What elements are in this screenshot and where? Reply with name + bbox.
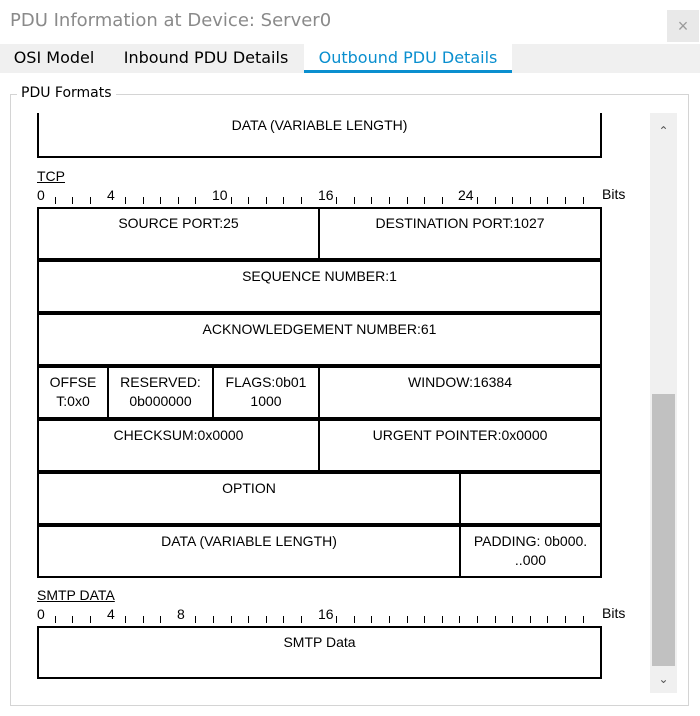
tcp-ruler-tick xyxy=(178,197,179,204)
offset-label-line1: OFFSE xyxy=(49,374,97,390)
window-label: WINDOW:16384 xyxy=(408,374,512,390)
tcp-ruler-tick xyxy=(55,197,56,204)
tcp-ruler-tick xyxy=(354,197,355,204)
smtp-ruler-tick xyxy=(354,616,355,623)
tcp-window-field xyxy=(318,366,602,419)
tcp-ruler-tick xyxy=(530,197,531,204)
smtp-ruler-tick xyxy=(477,616,478,623)
smtp-ruler-tick xyxy=(160,616,161,623)
tcp-ruler-tick xyxy=(565,197,566,204)
tcp-ruler-tick xyxy=(160,197,161,204)
title-bar xyxy=(0,0,700,44)
smtp-data-label: SMTP Data xyxy=(283,634,356,650)
tcp-ruler-num-4: 4 xyxy=(107,187,115,203)
smtp-ruler-tick xyxy=(283,616,284,623)
padding-label-line1: PADDING: 0b000. xyxy=(473,533,588,549)
ack-number-label: ACKNOWLEDGEMENT NUMBER:61 xyxy=(202,321,437,337)
offset-label-line2: T:0x0 xyxy=(56,393,90,409)
smtp-ruler-tick xyxy=(442,616,443,623)
chevron-down-icon: ⌄ xyxy=(658,672,669,686)
tab-outbound-pdu-details[interactable]: Outbound PDU Details xyxy=(304,44,512,73)
prev-data-field xyxy=(37,113,602,158)
smtp-ruler-tick xyxy=(371,616,372,623)
tab-strip xyxy=(0,44,700,73)
tcp-ruler-tick xyxy=(442,197,443,204)
tcp-ruler-tick xyxy=(266,197,267,204)
tcp-section-label: TCP xyxy=(37,168,65,184)
smtp-ruler-tick xyxy=(459,616,460,623)
tcp-ruler-tick xyxy=(336,197,337,204)
tcp-checksum-field xyxy=(37,419,320,472)
smtp-bit-ruler xyxy=(37,605,602,625)
smtp-ruler-tick xyxy=(424,616,425,623)
tcp-ruler-num-10: 10 xyxy=(212,187,228,203)
window-title: PDU Information at Device: Server0 xyxy=(10,10,332,31)
scroll-up-button[interactable] xyxy=(650,117,677,145)
smtp-ruler-tick xyxy=(266,616,267,623)
tcp-ruler-tick xyxy=(72,197,73,204)
smtp-bits-unit: Bits xyxy=(602,605,626,621)
smtp-ruler-tick xyxy=(407,616,408,623)
smtp-ruler-tick xyxy=(143,616,144,623)
tcp-option-field xyxy=(37,472,461,525)
smtp-ruler-num-8: 8 xyxy=(177,606,185,622)
smtp-ruler-tick xyxy=(72,616,73,623)
smtp-ruler-tick xyxy=(55,616,56,623)
smtp-ruler-tick xyxy=(547,616,548,623)
tcp-urgent-pointer-field xyxy=(318,419,602,472)
tcp-ruler-tick xyxy=(195,197,196,204)
smtp-ruler-tick xyxy=(565,616,566,623)
tab-inbound-pdu-details[interactable]: Inbound PDU Details xyxy=(123,48,289,67)
tcp-sequence-number-field xyxy=(37,260,602,313)
tcp-ruler-tick xyxy=(424,197,425,204)
pdu-formats-viewport[interactable] xyxy=(23,113,650,693)
tcp-ruler-tick xyxy=(283,197,284,204)
smtp-ruler-num-4: 4 xyxy=(107,606,115,622)
smtp-ruler-tick xyxy=(389,616,390,623)
smtp-ruler-tick xyxy=(583,616,584,623)
tcp-source-port-field xyxy=(37,207,320,260)
tcp-ruler-tick xyxy=(407,197,408,204)
smtp-ruler-tick xyxy=(248,616,249,623)
tcp-ruler-tick xyxy=(125,197,126,204)
smtp-ruler-tick xyxy=(195,616,196,623)
tcp-ruler-tick xyxy=(248,197,249,204)
tcp-ruler-tick xyxy=(495,197,496,204)
reserved-label-line1: RESERVED: xyxy=(120,374,201,390)
smtp-ruler-tick xyxy=(495,616,496,623)
tcp-data-field xyxy=(37,525,461,578)
option-label: OPTION xyxy=(222,480,276,496)
vertical-scrollbar[interactable] xyxy=(650,113,677,693)
padding-label-line2: ..000 xyxy=(514,552,547,568)
tcp-destination-port-field xyxy=(318,207,602,260)
sequence-number-label: SEQUENCE NUMBER:1 xyxy=(242,268,397,284)
tcp-ruler-tick xyxy=(371,197,372,204)
tcp-ruler-tick xyxy=(90,197,91,204)
urgent-pointer-label: URGENT POINTER:0x0000 xyxy=(372,427,548,443)
tcp-ruler-tick xyxy=(389,197,390,204)
reserved-label-line2: 0b000000 xyxy=(129,393,192,409)
tab-osi-model[interactable]: OSI Model xyxy=(13,48,95,67)
tcp-bit-ruler xyxy=(37,186,602,206)
tcp-ruler-tick xyxy=(301,197,302,204)
scroll-down-button[interactable] xyxy=(650,665,677,693)
smtp-ruler-tick xyxy=(213,616,214,623)
flags-label-line2: 1000 xyxy=(250,393,282,409)
scroll-thumb[interactable] xyxy=(652,394,675,666)
smtp-ruler-tick xyxy=(90,616,91,623)
prev-data-field-label: DATA (VARIABLE LENGTH) xyxy=(231,117,408,133)
destination-port-label: DESTINATION PORT:1027 xyxy=(375,215,545,231)
pdu-formats-label: PDU Formats xyxy=(17,85,116,101)
tcp-ruler-num-0: 0 xyxy=(37,187,45,203)
tcp-ruler-tick xyxy=(143,197,144,204)
smtp-section-label: SMTP DATA xyxy=(37,587,115,603)
tcp-data-label: DATA (VARIABLE LENGTH) xyxy=(161,533,337,549)
smtp-ruler-tick xyxy=(512,616,513,623)
tcp-flags-field xyxy=(212,366,320,419)
checksum-label: CHECKSUM:0x0000 xyxy=(113,427,244,443)
chevron-up-icon: ⌃ xyxy=(658,124,669,138)
smtp-ruler-num-0: 0 xyxy=(37,606,45,622)
tcp-ruler-num-16: 16 xyxy=(318,187,334,203)
tcp-bits-unit: Bits xyxy=(602,186,626,202)
source-port-label: SOURCE PORT:25 xyxy=(118,215,239,231)
smtp-ruler-tick xyxy=(301,616,302,623)
tcp-ruler-num-24: 24 xyxy=(458,187,474,203)
close-button[interactable] xyxy=(667,10,699,42)
tcp-ack-number-field xyxy=(37,313,602,366)
smtp-ruler-tick xyxy=(231,616,232,623)
tcp-ruler-tick xyxy=(477,197,478,204)
smtp-data-field xyxy=(37,626,602,679)
flags-label-line1: FLAGS:0b01 xyxy=(225,374,307,390)
tcp-reserved-field xyxy=(107,366,214,419)
tcp-option-remainder-field xyxy=(459,472,602,525)
smtp-ruler-tick xyxy=(530,616,531,623)
smtp-ruler-tick xyxy=(125,616,126,623)
close-icon: × xyxy=(677,15,689,36)
tcp-offset-field xyxy=(37,366,109,419)
smtp-ruler-tick xyxy=(336,616,337,623)
tcp-ruler-tick xyxy=(512,197,513,204)
tcp-ruler-tick xyxy=(231,197,232,204)
tcp-padding-field xyxy=(459,525,602,578)
tcp-ruler-tick xyxy=(547,197,548,204)
tcp-ruler-tick xyxy=(583,197,584,204)
smtp-ruler-num-16: 16 xyxy=(318,606,334,622)
